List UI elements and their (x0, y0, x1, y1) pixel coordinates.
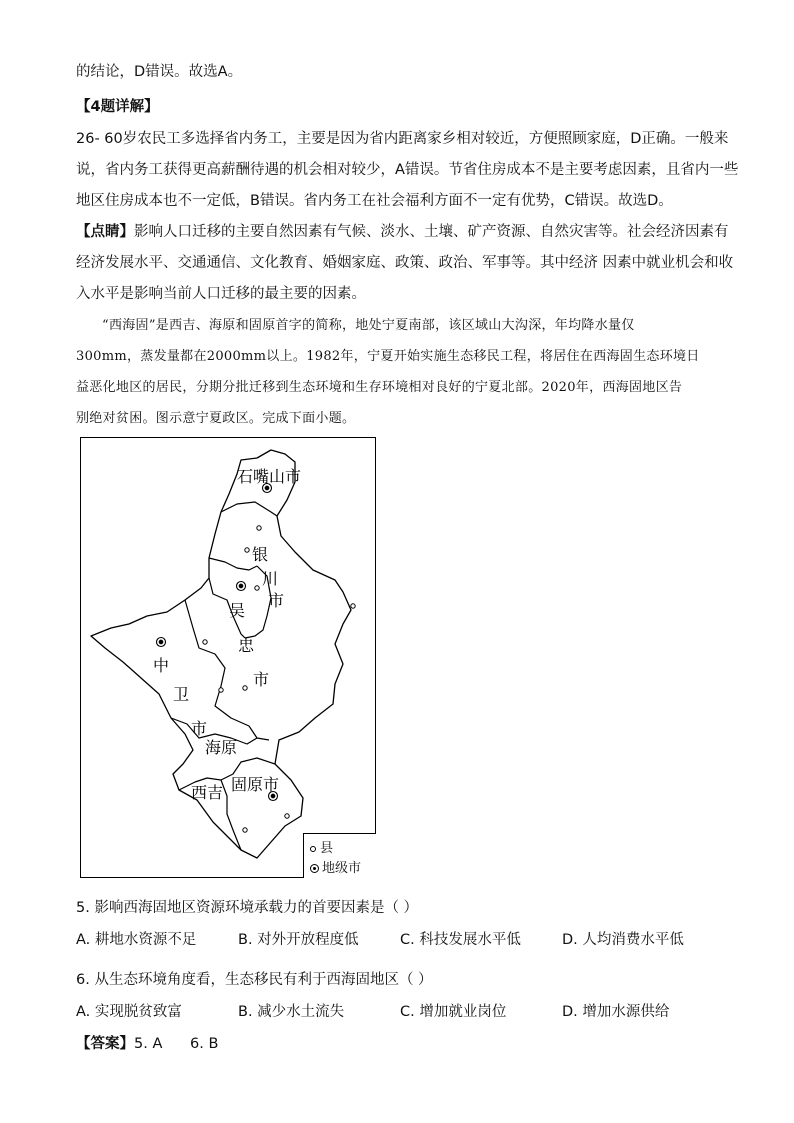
county-symbol-icon (310, 846, 316, 852)
intro-line-1: “西海固”是西吉、海原和固原首字的简称，地处宁夏南部，该区域山大沟深，年均降水量仅 (102, 318, 635, 333)
line-conclusion: 的结论，D错误。故选A。 (76, 64, 243, 80)
county-dot (219, 688, 223, 692)
label-xiji: 西吉 (191, 783, 224, 802)
intro-line-3: 益恶化地区的居民，分期分批迁移到生态环境和生存环境相对良好的宁夏北部。2020年，西海固地区告 (76, 380, 683, 395)
q6-option-c: C. 增加就业岗位 (400, 1004, 507, 1020)
q5-option-a: A. 耕地水资源不足 (76, 932, 197, 948)
intro-line-4: 别绝对贫困。图示意宁夏政区。完成下面小题。 (76, 411, 356, 426)
county-dot (243, 686, 247, 690)
legend-prefecture-label: 地级市 (322, 861, 362, 876)
legend-county-label: 县 (320, 841, 334, 856)
answer-label: 【答案】 (76, 1036, 134, 1052)
question-5: 5. 影响西海固地区资源环境承载力的首要因素是（ ） (76, 900, 419, 916)
label-wuzhong-2: 忠 (238, 636, 255, 655)
q6-option-a: A. 实现脱贫致富 (76, 1004, 182, 1020)
dianjing-line-2: 经济发展水平、交通通信、文化教育、婚姻家庭、政策、政治、军事等。其中经济 因素中就业机会和收 (76, 255, 734, 271)
intro-line-2: 300mm，蒸发量都在2000mm以上。1982年，宁夏开始实施生态移民工程，将居住在西海固生态环境日 (76, 349, 700, 364)
county-dot (257, 526, 261, 530)
label-zhongwei-3: 市 (191, 719, 208, 738)
county-dot (255, 586, 259, 590)
heading-q4-detail: 【4题详解】 (76, 99, 159, 115)
label-wuzhong-1: 吴 (229, 601, 246, 620)
label-yinchuan-2: 川 (262, 569, 279, 588)
answer-line (76, 1032, 218, 1053)
prefecture-marker-zhongwei (157, 638, 166, 647)
q6-option-b: B. 减少水土流失 (238, 1004, 345, 1020)
label-zhongwei-2: 卫 (173, 685, 190, 704)
county-dot (351, 604, 355, 608)
ningxia-map (80, 437, 376, 878)
label-haiyuan: 海原 (205, 738, 238, 757)
label-shizuishan: 石嘴山市 (237, 467, 302, 486)
prefecture-marker-yinchuan (237, 582, 246, 591)
q5-option-d: D. 人均消费水平低 (562, 932, 684, 948)
question-6: 6. 从生态环境角度看，生态移民有利于西海固地区（ ） (76, 972, 433, 988)
county-dot (203, 640, 207, 644)
county-dot (285, 814, 289, 818)
q5-option-c: C. 科技发展水平低 (400, 932, 521, 948)
q6-option-d: D. 增加水源供给 (562, 1004, 670, 1020)
q5-option-b: B. 对外开放程度低 (238, 932, 359, 948)
dianjing-label: 【点睛】 (76, 224, 134, 240)
label-yinchuan-1: 银 (252, 545, 269, 564)
county-dot (243, 828, 247, 832)
q4-explanation-line-1: 26- 60岁农民工多选择省内务工，主要是因为省内距离家乡相对较近，方便照顾家庭，D正确。一般来 (76, 131, 729, 147)
q4-explanation-line-2: 说，省内务工获得更高薪酬待遇的机会相对较少，A错误。节省住房成本不是主要考虑因素，且省内一些 (76, 162, 739, 178)
prefecture-symbol-icon (310, 864, 319, 873)
dianjing-text-1: 影响人口迁移的主要自然因素有气候、淡水、土壤、矿产资源、自然灾害等。社会经济因素有 (134, 224, 729, 240)
label-zhongwei-1: 中 (153, 656, 170, 675)
label-guyuan: 固原市 (231, 775, 280, 794)
ningxia-map-drawing (81, 438, 377, 879)
dianjing-line-1 (76, 220, 729, 241)
legend-prefecture (310, 857, 361, 876)
dianjing-line-3: 入水平是影响当前人口迁移的最主要的因素。 (76, 286, 366, 302)
answer-text: 5. A 6. B (134, 1036, 219, 1052)
label-wuzhong-3: 市 (253, 670, 270, 689)
county-dot (245, 548, 249, 552)
label-yinchuan-3: 市 (268, 591, 285, 610)
q4-explanation-line-3: 地区住房成本也不一定低，B错误。省内务工在社会福利方面不一定有优势，C错误。故选D。 (76, 193, 673, 209)
map-legend (303, 833, 376, 878)
legend-county (310, 837, 333, 856)
